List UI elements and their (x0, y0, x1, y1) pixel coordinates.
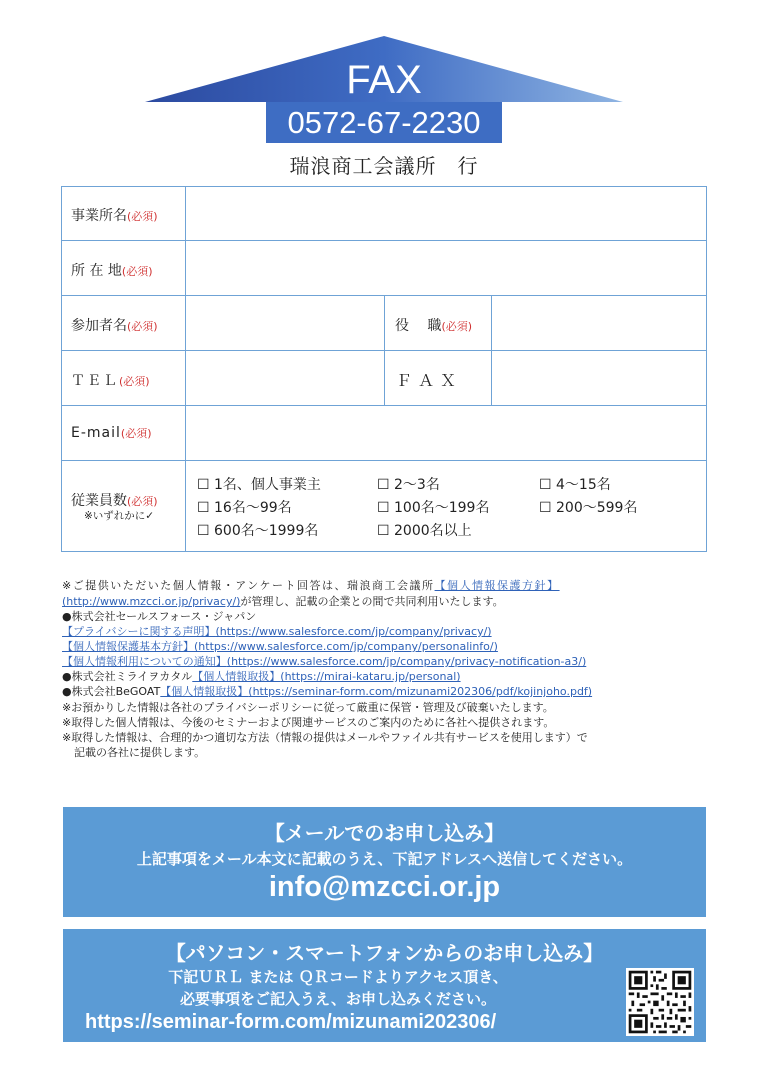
tel-input-cell[interactable] (187, 353, 382, 403)
web-banner-text-2: 必要事項をご記入うえ、お申し込みください。 (180, 990, 496, 1008)
company-input-cell[interactable] (187, 189, 704, 239)
mirai-kataru-url[interactable]: (https://mirai-kataru.jp/personal) (280, 670, 461, 683)
destination: 瑞浪商工会議所 行 (289, 154, 479, 178)
begoat-url[interactable]: (https://seminar-form.com/mizunami202306/pdf/kojinjoho.pdf) (248, 685, 593, 698)
salesforce-privacy-url[interactable]: (https://www.salesforce.com/jp/company/privacy/) (215, 625, 492, 638)
employee-option[interactable]: ☐ 4～15名 (539, 477, 611, 493)
notice-line (62, 640, 498, 654)
salesforce-privacy-link[interactable]: 【プライバシーに関する声明】 (62, 625, 216, 638)
begoat-link[interactable]: 【個人情報取扱】 (160, 685, 249, 698)
employee-option[interactable]: ☐ 600名～1999名 (197, 523, 319, 539)
mzcci-privacy-url[interactable]: (http://www.mzcci.or.jp/privacy/) (62, 595, 241, 608)
mail-banner-text: 上記事項をメール本文に記載のうえ、下記アドレスへ送信してください。 (136, 850, 633, 868)
application-url[interactable]: https://seminar-form.com/mizunami202306/ (85, 1011, 497, 1033)
notice-line: ●株式会社ミライヲカタル【個人情報取扱】(https://mirai-kataru.jp/personal) (62, 670, 461, 683)
participant-input-cell[interactable] (187, 298, 382, 348)
web-banner-text-1: 下記ＵＲＬ または ＱＲコードよりアクセス頂き、 (168, 968, 508, 986)
salesforce-notification-link[interactable]: 【個人情報利用についての通知】 (62, 655, 227, 668)
employee-option[interactable]: ☐ 16名～99名 (197, 500, 292, 516)
tel-label: ＴＥＬ(必須) (71, 373, 150, 389)
fax-label: FAX (346, 58, 422, 102)
fax-input-cell[interactable] (493, 353, 704, 403)
mail-banner-title: 【メールでのお申し込み】 (264, 821, 505, 845)
notice-line (62, 655, 586, 669)
notice-line: ●株式会社セールスフォース・ジャパン (62, 610, 257, 623)
email-label: E-mail(必須) (71, 425, 152, 441)
address-label: 所 在 地(必須) (71, 263, 153, 279)
notice-line (62, 625, 492, 639)
qr-code-icon[interactable] (626, 968, 694, 1036)
employee-option[interactable]: ☐ 2000名以上 (377, 523, 472, 539)
notice-line: ●株式会社BeGOAT【個人情報取扱】(https://seminar-form.com/mizunami202306/pdf/kojinjoho.pdf) (62, 685, 593, 698)
title-label: 役 職(必須) (395, 318, 473, 334)
fax-field-label: ＦＡＸ (396, 371, 463, 390)
employee-option[interactable]: ☐ 100名～199名 (377, 500, 490, 516)
notice-line: 記載の各社に提供します。 (74, 746, 206, 759)
employee-option[interactable]: ☐ 200～599名 (539, 500, 638, 516)
notice-line: (http://www.mzcci.or.jp/privacy/)が管理し、記載の企業との間で共同利用いたします。 (62, 595, 504, 608)
participant-label: 参加者名(必須) (71, 318, 158, 334)
address-input-cell[interactable] (187, 243, 704, 293)
notice-line: ※ご提供いただいた個人情報・アンケート回答は、瑞浪商工会議所【個人情報保護方針】 (62, 579, 560, 592)
employees-label: 従業員数(必須) (71, 493, 158, 509)
application-form-table (61, 186, 707, 552)
title-input-cell[interactable] (493, 298, 704, 348)
employees-note: ※いずれかに✓ (84, 510, 155, 522)
employee-option[interactable]: ☐ 2～3名 (377, 477, 440, 493)
privacy-policy-link[interactable]: 【個人情報保護方針】 (434, 579, 560, 592)
email-input-cell[interactable] (187, 408, 704, 458)
mail-address[interactable]: info@mzcci.or.jp (268, 871, 501, 903)
mail-application-banner (63, 807, 706, 917)
web-application-banner (63, 929, 706, 1042)
salesforce-personalinfo-link[interactable]: 【個人情報保護基本方針】 (62, 640, 194, 653)
notice-line: ※取得した個人情報は、今後のセミナーおよび関連サービスのご案内のために各社へ提供されます。 (62, 716, 555, 729)
fax-number: 0572-67-2230 (287, 105, 481, 140)
salesforce-personalinfo-url[interactable]: (https://www.salesforce.com/jp/company/personalinfo/) (194, 640, 498, 653)
salesforce-notification-url[interactable]: (https://www.salesforce.com/jp/company/privacy-notification-a3/) (226, 655, 587, 668)
notice-line: ※取得した情報は、合理的かつ適切な方法（情報の提供はメールやファイル共有サービスを使用します）で (62, 731, 588, 744)
company-label: 事業所名(必須) (71, 208, 158, 224)
web-banner-title: 【パソコン・スマートフォンからのお申し込み】 (165, 941, 604, 965)
notice-line: ※お預かりした情報は各社のプライバシーポリシーに従って厳重に保管・管理及び破棄いたします。 (62, 701, 554, 714)
employee-option[interactable]: ☐ 1名、個人事業主 (197, 477, 321, 493)
mirai-kataru-link[interactable]: 【個人情報取扱】 (192, 670, 281, 683)
